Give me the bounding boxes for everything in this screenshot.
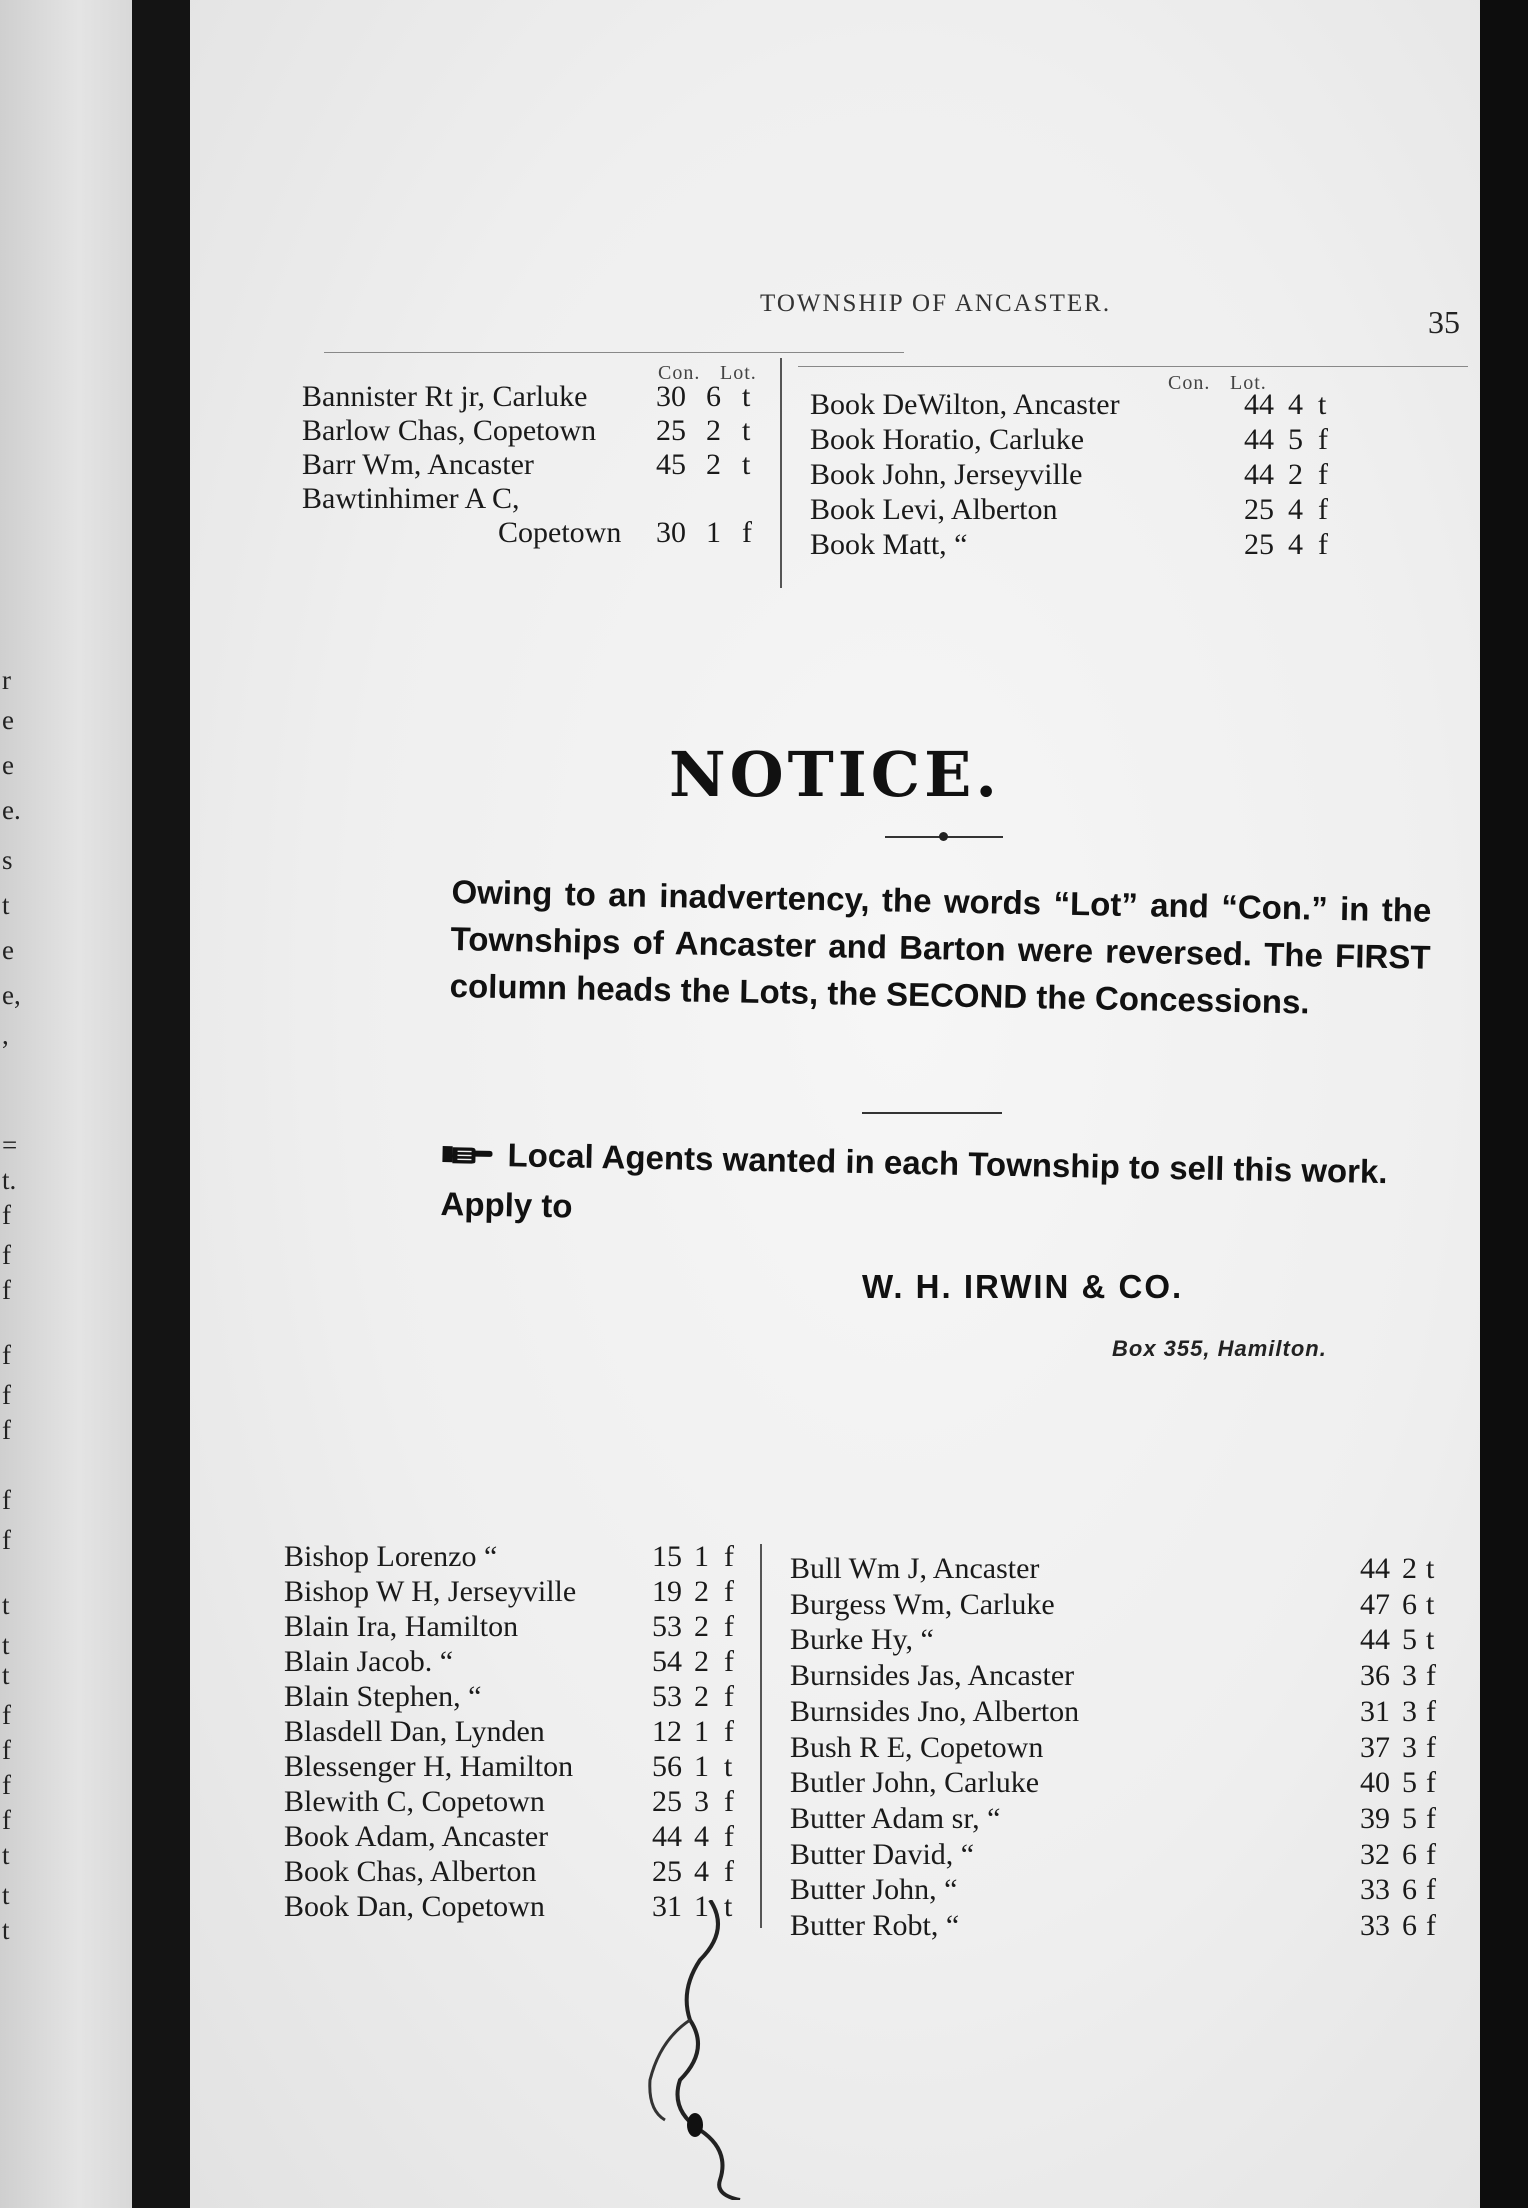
col-header-con-left: Con.: [658, 362, 701, 384]
facing-page-edge: [0, 0, 132, 2208]
directory-entry: [302, 448, 772, 482]
entry-suffix: f: [724, 1820, 734, 1853]
facing-page-letter: f: [2, 1735, 11, 1765]
entry-name: Bishop Lorenzo “: [284, 1540, 498, 1573]
entry-name: Bull Wm J, Ancaster: [790, 1552, 1040, 1585]
entry-lot: 5: [1402, 1623, 1417, 1657]
facing-page-letter: e.: [2, 795, 21, 825]
entry-concession: 47: [1360, 1587, 1390, 1621]
facing-page-letter: s: [2, 845, 13, 875]
entry-lot: 6: [1402, 1873, 1417, 1907]
entry-lot: 3: [1402, 1730, 1417, 1764]
directory-entry: [284, 1575, 754, 1610]
entry-lot: 4: [694, 1820, 709, 1853]
entry-suffix: t: [742, 448, 751, 481]
entry-lot: 2: [694, 1575, 709, 1608]
entry-name: Butter John, “: [790, 1873, 958, 1907]
entry-suffix: f: [1426, 1730, 1436, 1764]
entry-name: Butter Robt, “: [790, 1909, 960, 1942]
entry-suffix: f: [1426, 1837, 1436, 1871]
entry-suffix: f: [724, 1540, 734, 1573]
entry-suffix: f: [1426, 1766, 1436, 1800]
entry-concession: 30: [656, 516, 686, 549]
facing-page-letter: f: [2, 1275, 11, 1305]
page-right-edge: [1480, 0, 1528, 2208]
entry-suffix: t: [1426, 1552, 1435, 1585]
agents-text: Local Agents wanted in each Township to sell this work. Apply to: [440, 1136, 1388, 1225]
entry-suffix: f: [1426, 1659, 1436, 1693]
entry-suffix: t: [742, 380, 751, 413]
entry-lot: 4: [1288, 528, 1303, 561]
entry-lot: 1: [694, 1750, 709, 1783]
entry-concession: 37: [1360, 1730, 1390, 1764]
entry-lot: 3: [1402, 1694, 1417, 1728]
entry-concession: 44: [1360, 1552, 1390, 1585]
entry-lot: 6: [1402, 1909, 1417, 1942]
entry-lot: 1: [706, 516, 721, 549]
entry-concession: 33: [1360, 1909, 1390, 1942]
entry-lot: 1: [694, 1540, 709, 1573]
facing-page-letter: f: [2, 1240, 11, 1270]
entry-suffix: t: [1426, 1587, 1435, 1621]
facing-page-letter: t.: [2, 1165, 17, 1195]
facing-page-letter: f: [2, 1770, 11, 1800]
directory-entry: [810, 458, 1470, 492]
facing-page-letter: ,: [2, 1020, 9, 1050]
directory-entry: [790, 1766, 1450, 1801]
facing-page-letter: t: [2, 890, 10, 920]
entry-concession: 31: [652, 1890, 682, 1923]
entry-name: Blasdell Dan, Lynden: [284, 1715, 545, 1748]
entry-concession: 25: [652, 1785, 682, 1818]
column-divider-bottom: [760, 1544, 762, 1928]
facing-page-letter: f: [2, 1415, 11, 1445]
entry-suffix: f: [1426, 1801, 1436, 1835]
facing-page-letter: e: [2, 705, 14, 735]
entry-concession: 15: [652, 1540, 682, 1573]
entry-suffix: t: [1426, 1623, 1435, 1657]
entry-lot: 1: [694, 1715, 709, 1748]
directory-entry: [790, 1838, 1450, 1873]
entry-name: Blain Stephen, “: [284, 1680, 482, 1713]
directory-entry: [284, 1785, 754, 1820]
directory-entry: [284, 1750, 754, 1785]
entry-concession: 19: [652, 1575, 682, 1608]
entry-lot: 5: [1402, 1801, 1417, 1835]
entry-suffix: f: [724, 1575, 734, 1608]
entry-name: Bawtinhimer A C,: [302, 482, 520, 515]
entry-name: Barr Wm, Ancaster: [302, 448, 534, 481]
entry-concession: 25: [656, 414, 686, 447]
entry-concession: 33: [1360, 1873, 1390, 1907]
entry-suffix: f: [1318, 528, 1328, 561]
notice-divider: [862, 1112, 1002, 1114]
entry-concession: 53: [652, 1610, 682, 1643]
entry-name: Book Chas, Alberton: [284, 1855, 537, 1888]
entry-name: Blessenger H, Hamilton: [284, 1750, 574, 1783]
directory-entry: [790, 1909, 1450, 1944]
entry-name: Book John, Jerseyville: [810, 458, 1083, 491]
entry-lot: 6: [1402, 1837, 1417, 1871]
entry-name: Bannister Rt jr, Carluke: [302, 380, 588, 413]
entry-suffix: f: [724, 1610, 734, 1643]
facing-page-letter: t: [2, 1630, 10, 1660]
entry-concession: 44: [1244, 458, 1274, 491]
entry-concession: 39: [1360, 1801, 1390, 1835]
entry-suffix: t: [724, 1750, 733, 1783]
entry-suffix: f: [724, 1855, 734, 1888]
entry-name: Burnsides Jno, Alberton: [790, 1694, 1080, 1728]
directory-entry: [790, 1659, 1450, 1694]
entry-suffix: f: [1426, 1694, 1436, 1728]
ornament-dot: [939, 832, 948, 841]
facing-page-letter: t: [2, 1915, 10, 1945]
entry-name: Barlow Chas, Copetown: [302, 414, 597, 447]
facing-page-letter: f: [2, 1805, 11, 1835]
entry-suffix: f: [724, 1785, 734, 1818]
entry-name: Burnsides Jas, Ancaster: [790, 1659, 1075, 1693]
entry-suffix: f: [1318, 458, 1328, 491]
facing-page-letter: e,: [2, 980, 21, 1010]
notice-heading: NOTICE.: [668, 738, 1001, 811]
entry-suffix: f: [1426, 1909, 1436, 1942]
directory-entry: [284, 1610, 754, 1645]
facing-page-letter: e: [2, 935, 14, 965]
facing-page-letter: =: [2, 1130, 18, 1160]
entry-lot: 5: [1402, 1766, 1417, 1800]
entry-concession: 25: [652, 1855, 682, 1888]
ink-stain-mark: [620, 1900, 820, 2200]
page-header-title: TOWNSHIP OF ANCASTER.: [760, 290, 1112, 317]
entry-concession: 45: [656, 448, 686, 481]
column-divider-top: [780, 358, 782, 588]
directory-entry: [790, 1588, 1450, 1623]
col-header-lot-left: Lot.: [720, 362, 757, 384]
facing-page-letter: f: [2, 1525, 11, 1555]
facing-page-letter: f: [2, 1700, 11, 1730]
entry-suffix: f: [742, 516, 752, 549]
entry-concession: 25: [1244, 528, 1274, 561]
entry-suffix: t: [742, 414, 751, 447]
entry-concession: 30: [656, 380, 686, 413]
entry-lot: 3: [1402, 1659, 1417, 1693]
entry-lot: 2: [706, 448, 721, 481]
entry-name: Book Matt, “: [810, 528, 968, 561]
header-rule-left: [324, 352, 904, 353]
entry-suffix: f: [1426, 1873, 1436, 1907]
directory-entry: [810, 423, 1470, 457]
entry-lot: 5: [1288, 423, 1303, 456]
directory-entry: [810, 493, 1470, 527]
entry-concession: 54: [652, 1645, 682, 1678]
entry-suffix: f: [724, 1715, 734, 1748]
entry-lot: 6: [706, 380, 721, 413]
facing-page-letter: t: [2, 1660, 10, 1690]
entry-lot: 4: [1288, 388, 1303, 421]
entry-lot: 4: [1288, 493, 1303, 526]
entry-suffix: t: [1318, 388, 1327, 421]
facing-page-letter: r: [2, 665, 11, 695]
facing-page-letter: f: [2, 1485, 11, 1515]
directory-entry: [284, 1855, 754, 1890]
entry-lot: 2: [694, 1645, 709, 1678]
entry-name: Book Horatio, Carluke: [810, 423, 1085, 456]
entry-concession: 31: [1360, 1694, 1390, 1728]
entry-lot: 1: [694, 1890, 709, 1923]
directory-entry: [790, 1873, 1450, 1908]
header-rule-right: [798, 366, 1468, 367]
entry-name: Book Adam, Ancaster: [284, 1820, 549, 1853]
entry-concession: 36: [1360, 1659, 1390, 1693]
entry-concession: 56: [652, 1750, 682, 1783]
entry-lot: 2: [1402, 1552, 1417, 1585]
entry-suffix: f: [1318, 493, 1328, 526]
entry-concession: 44: [652, 1820, 682, 1853]
entry-name: Copetown: [498, 516, 622, 549]
entry-suffix: f: [1318, 423, 1328, 456]
entry-concession: 32: [1360, 1837, 1390, 1871]
entry-name: Book Levi, Alberton: [810, 493, 1058, 526]
entry-concession: 53: [652, 1680, 682, 1713]
directory-entry: [302, 482, 772, 516]
entry-lot: 3: [694, 1785, 709, 1818]
entry-name: Butter Adam sr, “: [790, 1801, 1001, 1835]
entry-concession: 44: [1360, 1623, 1390, 1657]
agents-notice: [440, 1130, 1422, 1247]
company-address: Box 355, Hamilton.: [1112, 1336, 1327, 1361]
entry-lot: 2: [694, 1610, 709, 1643]
facing-page-letter: t: [2, 1840, 10, 1870]
notice-body: Owing to an inadvertency, the words “Lot” and “Con.” in the Townships of Ancaster and Barton were reversed. The FIRST column heads the Lots, the SECOND the Concessions.: [449, 872, 1432, 1021]
facing-page-letter: t: [2, 1590, 10, 1620]
col-header-lot-right: Lot.: [1230, 372, 1267, 394]
facing-page-letter: f: [2, 1380, 11, 1410]
entry-concession: 40: [1360, 1766, 1390, 1800]
directory-entry: [284, 1540, 754, 1575]
entry-lot: 2: [706, 414, 721, 447]
directory-entry: [790, 1731, 1450, 1766]
entry-name: Blewith C, Copetown: [284, 1785, 545, 1818]
company-name: W. H. IRWIN & CO.: [862, 1268, 1184, 1305]
entry-lot: 2: [1288, 458, 1303, 491]
entry-name: Bush R E, Copetown: [790, 1730, 1044, 1764]
directory-entry: [810, 388, 1470, 422]
entry-suffix: t: [724, 1890, 733, 1923]
entry-suffix: f: [724, 1680, 734, 1713]
directory-entry: [810, 528, 1470, 562]
directory-entry: [790, 1552, 1450, 1587]
directory-entry: [790, 1623, 1450, 1658]
entry-suffix: f: [724, 1645, 734, 1678]
directory-entry: [284, 1715, 754, 1750]
entry-concession: 44: [1244, 423, 1274, 456]
entry-name: Butter David, “: [790, 1837, 975, 1871]
entry-lot: 6: [1402, 1587, 1417, 1621]
book-gutter: [132, 0, 190, 2208]
entry-concession: 44: [1244, 388, 1274, 421]
facing-page-letters: [0, 0, 30, 2208]
book-page: [190, 0, 1480, 2208]
directory-entry: [284, 1820, 754, 1855]
facing-page-letter: t: [2, 1880, 10, 1910]
facing-page-letter: e: [2, 750, 14, 780]
pointing-hand-icon: [441, 1132, 494, 1181]
directory-entry: [790, 1695, 1450, 1730]
directory-entry: [302, 414, 772, 448]
directory-entry: [302, 380, 772, 414]
entry-concession: 12: [652, 1715, 682, 1748]
entry-name: Book Dan, Copetown: [284, 1890, 545, 1923]
directory-entry: [284, 1645, 754, 1680]
entry-name: Blain Ira, Hamilton: [284, 1610, 519, 1643]
entry-concession: 25: [1244, 493, 1274, 526]
col-header-con-right: Con.: [1168, 372, 1211, 394]
entry-lot: 4: [694, 1855, 709, 1888]
directory-entry: [284, 1680, 754, 1715]
entry-name: Burke Hy, “: [790, 1623, 934, 1657]
entry-lot: 2: [694, 1680, 709, 1713]
entry-name: Blain Jacob. “: [284, 1645, 454, 1678]
facing-page-letter: f: [2, 1200, 11, 1230]
entry-name: Butler John, Carluke: [790, 1766, 1040, 1800]
page-number: 35: [1428, 304, 1460, 340]
facing-page-letter: f: [2, 1340, 11, 1370]
entry-name: Book DeWilton, Ancaster: [810, 388, 1120, 421]
entry-name: Bishop W H, Jerseyville: [284, 1575, 577, 1608]
directory-entry: [790, 1802, 1450, 1837]
entry-name: Burgess Wm, Carluke: [790, 1587, 1055, 1621]
